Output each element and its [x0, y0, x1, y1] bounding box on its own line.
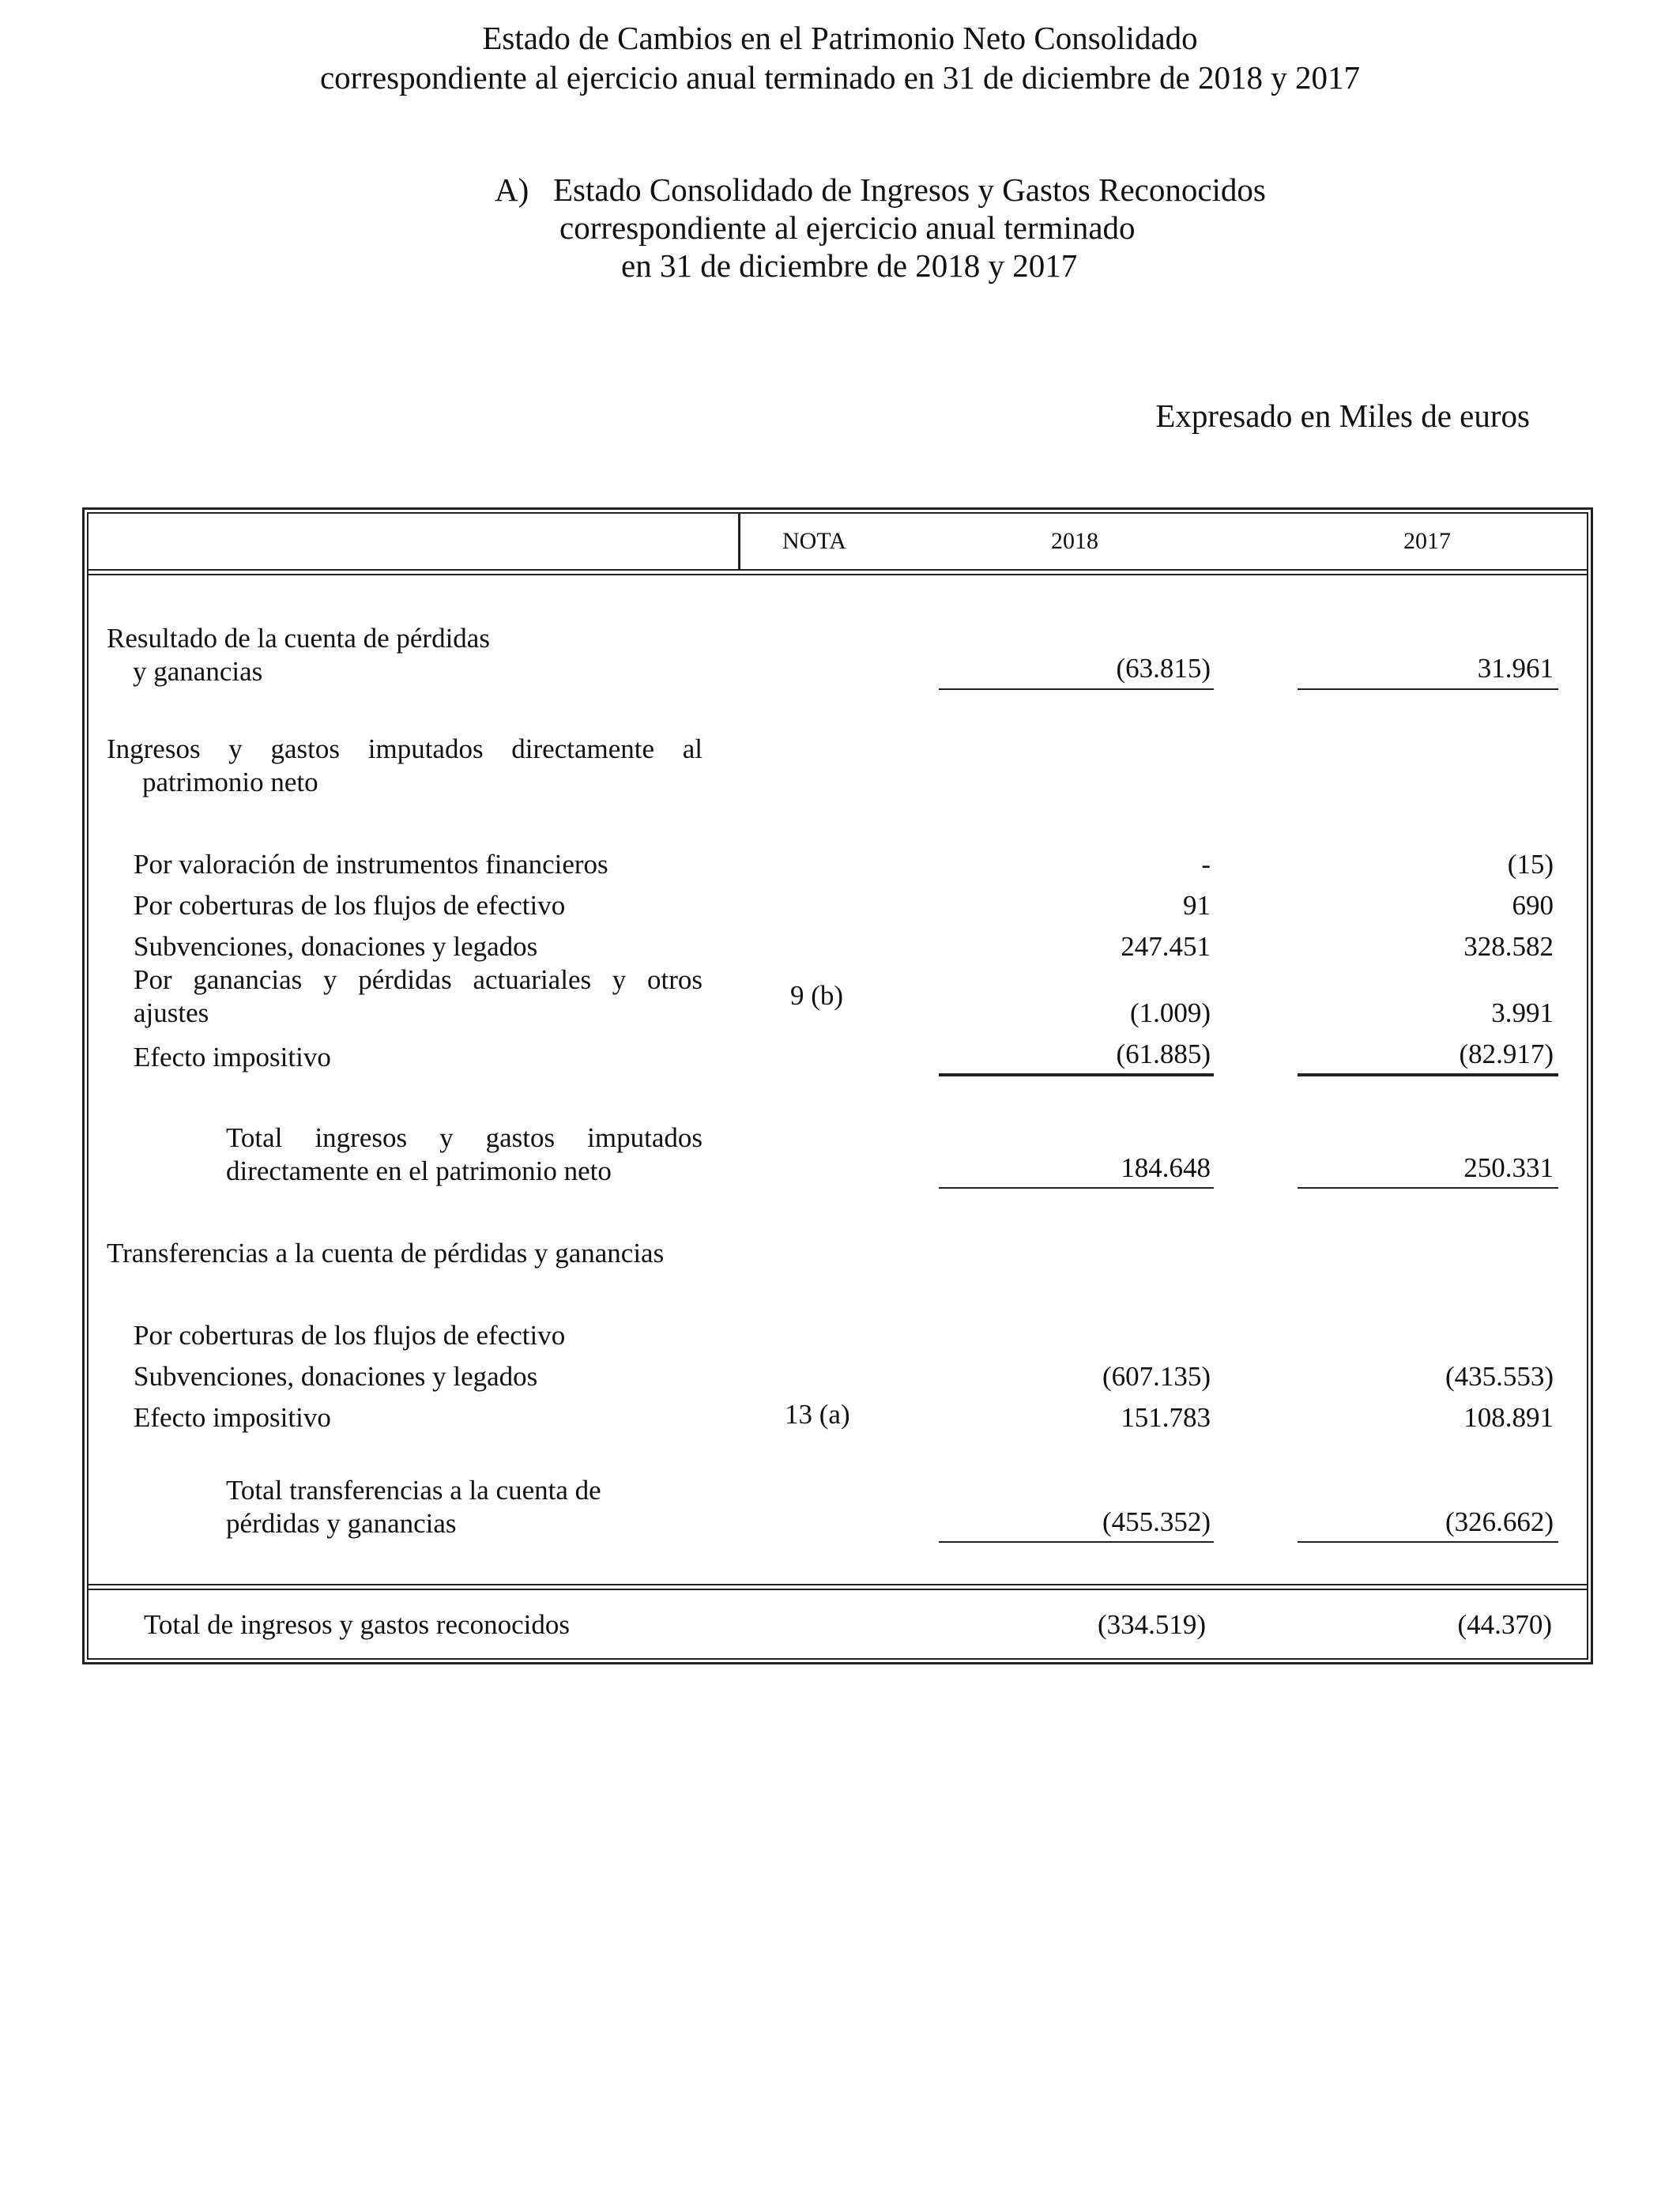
ingresos-item-2018: (1.009) [1129, 997, 1211, 1028]
total-transferencias-label-2: pérdidas y ganancias [226, 1508, 457, 1539]
total-transferencias-underline-2017 [1298, 1541, 1558, 1543]
ingresos-item-2018: - [1201, 849, 1211, 880]
transferencias-item-2018: (607.135) [1102, 1361, 1211, 1392]
resultado-label-2: y ganancias [133, 656, 263, 687]
transferencias-item-2017: (435.553) [1445, 1361, 1554, 1392]
section-a-title: Estado Consolidado de Ingresos y Gastos Reconocidos [553, 172, 1266, 208]
ingresos-item-label: Efecto impositivo [134, 1042, 331, 1072]
total-ingresos-underline-2017 [1298, 1187, 1558, 1189]
ingresos-item-2018: (61.885) [1116, 1039, 1211, 1069]
ingresos-item-2017: 690 [1512, 890, 1554, 921]
document-title: Estado de Cambios en el Patrimonio Neto Consolidado [482, 20, 1198, 56]
transferencias-heading: Transferencias a la cuenta de pérdidas y ganancias [107, 1238, 665, 1269]
total-reconocidos-2018: (334.519) [1097, 1609, 1206, 1640]
total-transferencias-label-1: Total transferencias a la cuenta de [226, 1475, 601, 1506]
ingresos-underline-2018 [939, 1073, 1214, 1076]
units-note: Expresado en Miles de euros [1155, 398, 1530, 434]
resultado-2017: 31.961 [1477, 653, 1554, 684]
section-a-subtitle-1: correspondiente al ejercicio anual terminado [559, 209, 1136, 246]
section-a-subtitle-2: en 31 de diciembre de 2018 y 2017 [621, 247, 1078, 284]
header-divider [87, 569, 1588, 571]
resultado-underline-2018 [939, 688, 1214, 690]
transferencias-item-2018: 151.783 [1121, 1402, 1211, 1433]
total-ingresos-2017: 250.331 [1463, 1152, 1554, 1183]
document-subtitle: correspondiente al ejercicio anual terminado en 31 de diciembre de 2018 y 2017 [319, 59, 1361, 96]
ingresos-nota: 9 (b) [790, 980, 844, 1011]
ingresos-item-2017: (15) [1507, 849, 1554, 880]
ingresos-heading-1: Ingresos y gastos imputados directamente al [107, 733, 703, 764]
header-nota: NOTA [782, 528, 846, 554]
ingresos-item-2018: 247.451 [1121, 931, 1211, 962]
resultado-underline-2017 [1298, 688, 1558, 690]
ingresos-item-label-1: Por ganancias y pérdidas actuariales y otros [134, 964, 703, 995]
resultado-2018: (63.815) [1116, 653, 1211, 684]
total-reconocidos-2017: (44.370) [1457, 1609, 1552, 1640]
transferencias-item-label: Efecto impositivo [134, 1402, 331, 1433]
header-divider-2 [87, 574, 1588, 575]
ingresos-heading-2: patrimonio neto [142, 767, 318, 797]
header-column-divider [738, 512, 740, 571]
footer-divider [87, 1584, 1588, 1585]
ingresos-item-label: Por coberturas de los flujos de efectivo [134, 890, 566, 921]
total-ingresos-label-2: directamente en el patrimonio neto [226, 1155, 612, 1186]
transferencias-nota: 13 (a) [785, 1399, 850, 1430]
total-transferencias-underline-2018 [939, 1541, 1214, 1543]
ingresos-item-2017: (82.917) [1459, 1039, 1554, 1069]
transferencias-item-label: Subvenciones, donaciones y legados [134, 1361, 538, 1392]
resultado-label-1: Resultado de la cuenta de pérdidas [107, 623, 490, 654]
header-2018: 2018 [1051, 528, 1098, 554]
total-ingresos-underline-2018 [939, 1187, 1214, 1189]
transferencias-item-label: Por coberturas de los flujos de efectivo [134, 1320, 566, 1351]
header-2017: 2017 [1403, 528, 1451, 554]
section-a-label: A) [495, 172, 529, 208]
total-ingresos-2018: 184.648 [1121, 1152, 1211, 1183]
footer-divider-2 [87, 1589, 1588, 1590]
ingresos-underline-2017 [1298, 1073, 1558, 1076]
ingresos-item-2017: 3.991 [1491, 997, 1554, 1028]
total-ingresos-label-1: Total ingresos y gastos imputados [226, 1122, 703, 1153]
total-transferencias-2017: (326.662) [1445, 1506, 1554, 1537]
total-reconocidos-label: Total de ingresos y gastos reconocidos [144, 1609, 570, 1640]
ingresos-item-label-2: ajustes [134, 997, 209, 1028]
ingresos-item-2017: 328.582 [1463, 931, 1554, 962]
total-transferencias-2018: (455.352) [1102, 1506, 1211, 1537]
ingresos-item-label: Por valoración de instrumentos financieros [134, 849, 608, 880]
transferencias-item-2017: 108.891 [1463, 1402, 1554, 1433]
ingresos-item-label: Subvenciones, donaciones y legados [134, 931, 538, 962]
ingresos-item-2018: 91 [1183, 890, 1211, 921]
